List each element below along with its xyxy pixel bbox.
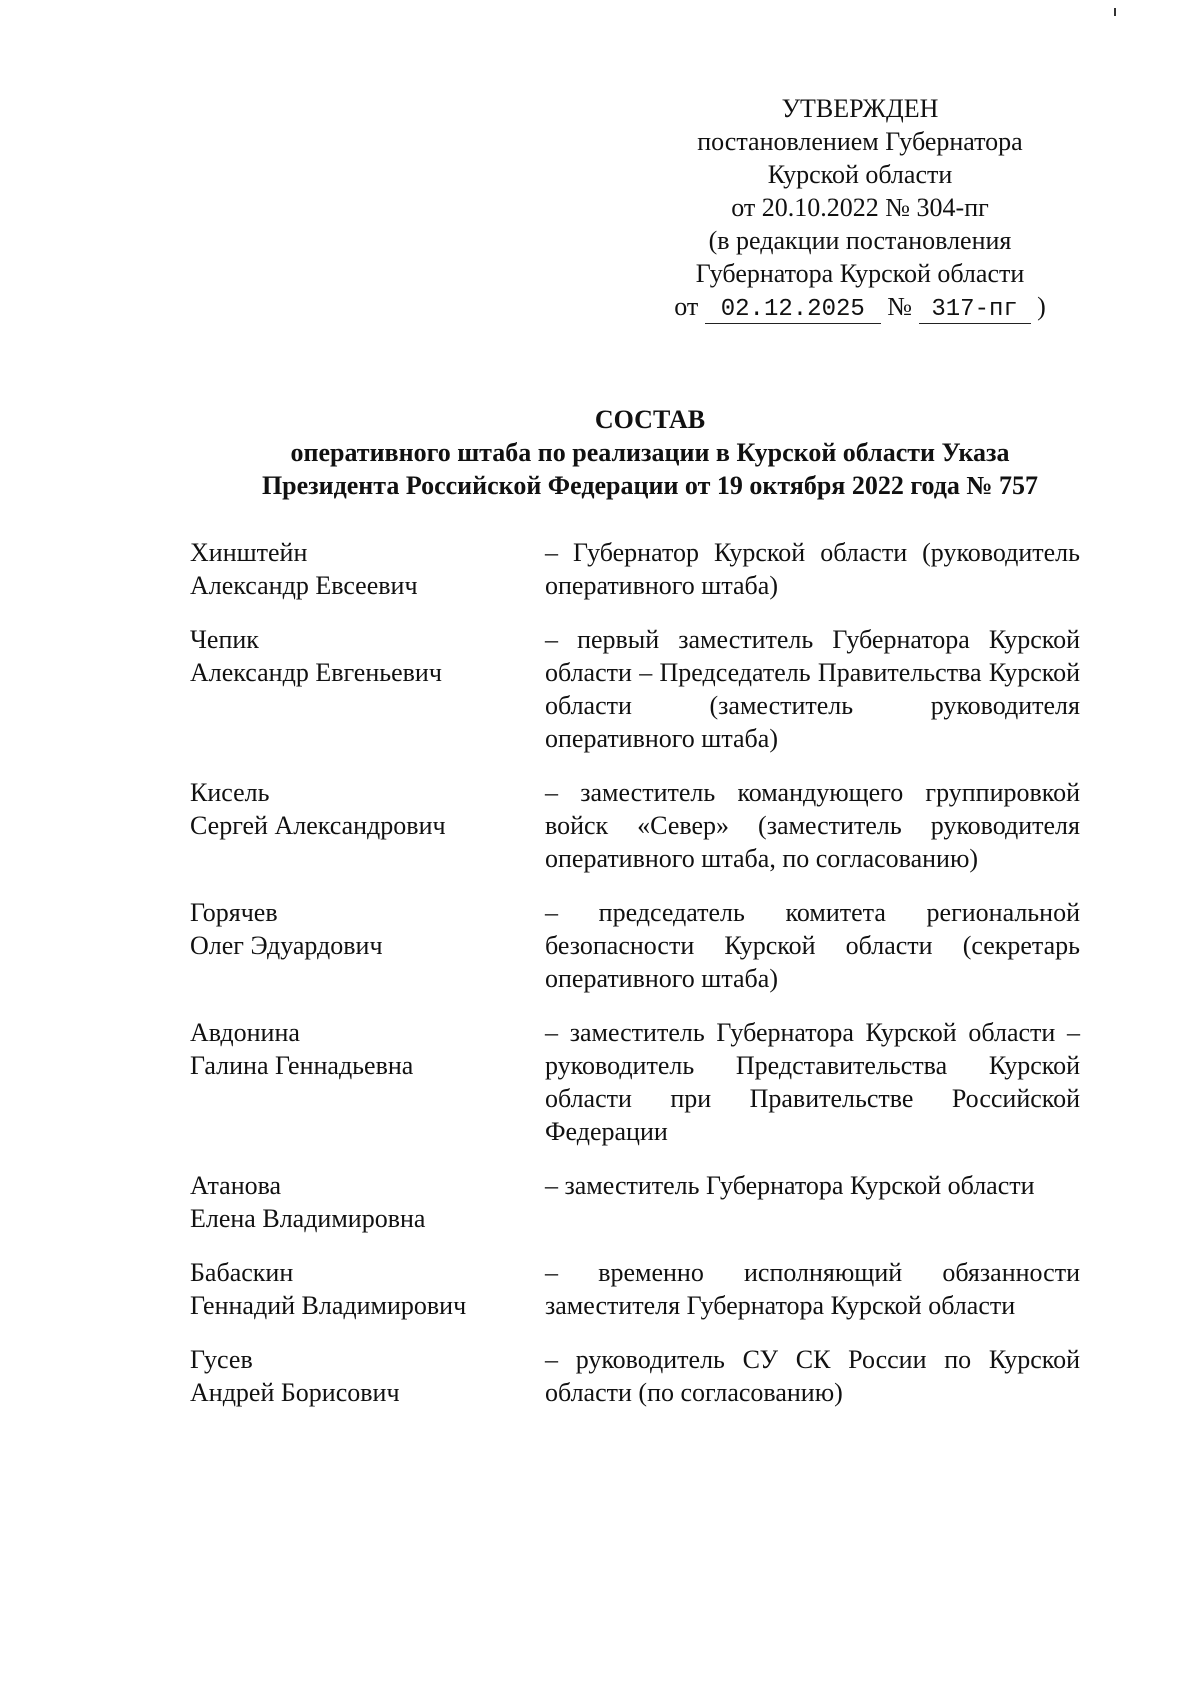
- member-surname: Авдонина: [190, 1018, 300, 1047]
- members-list: [190, 536, 1080, 1430]
- member-name: [190, 536, 545, 602]
- member-position: – руководитель СУ СК России по Курской области (по согласованию): [545, 1345, 1080, 1407]
- title-line: оперативного штаба по реализации в Курской области Указа: [290, 438, 1010, 467]
- approval-line: Курской области: [767, 160, 953, 189]
- number-label: №: [887, 292, 913, 321]
- member-given-name: Андрей Борисович: [190, 1378, 400, 1407]
- approval-line: постановлением Губернатора: [697, 127, 1023, 156]
- member-name: [190, 1169, 545, 1235]
- member-position: – первый заместитель Губернатора Курской области – Председатель Правительства Курской области (заместитель руководителя оперативного штаба): [545, 625, 1080, 753]
- revision-line: [660, 290, 1060, 324]
- member-surname: Атанова: [190, 1171, 282, 1200]
- member-position: – Губернатор Курской области (руководитель оперативного штаба): [545, 538, 1080, 600]
- approval-line: (в редакции постановления: [708, 226, 1012, 255]
- title-heading: СОСТАВ: [594, 405, 706, 434]
- member-given-name: Олег Эдуардович: [190, 931, 383, 960]
- member-row: [190, 896, 1080, 995]
- member-row: [190, 536, 1080, 602]
- approval-line: Губернатора Курской области: [695, 259, 1025, 288]
- member-given-name: Геннадий Владимирович: [190, 1291, 467, 1320]
- member-given-name: Галина Геннадьевна: [190, 1051, 414, 1080]
- member-row: [190, 1256, 1080, 1322]
- member-given-name: Сергей Александрович: [190, 811, 446, 840]
- member-surname: Гусев: [190, 1345, 253, 1374]
- document-title: [150, 403, 1150, 502]
- member-position: – заместитель командующего группировкой войск «Север» (заместитель руководителя оперативного штаба, по согласованию): [545, 778, 1080, 873]
- member-name: [190, 623, 545, 755]
- member-row: [190, 1169, 1080, 1235]
- revision-number: 317-пг: [919, 297, 1031, 324]
- member-surname: Бабаскин: [190, 1258, 294, 1287]
- member-position: – заместитель Губернатора Курской области: [545, 1171, 1035, 1200]
- member-given-name: Александр Евсеевич: [190, 571, 418, 600]
- member-position: – председатель комитета региональной безопасности Курской области (секретарь оперативного штаба): [545, 898, 1080, 993]
- member-position: – заместитель Губернатора Курской области – руководитель Представительства Курской области при Правительстве Российской Федерации: [545, 1018, 1080, 1146]
- member-name: [190, 1343, 545, 1409]
- member-surname: Хинштейн: [190, 538, 308, 567]
- member-given-name: Елена Владимировна: [190, 1204, 426, 1233]
- close-paren: ): [1037, 292, 1046, 321]
- member-row: [190, 776, 1080, 875]
- member-name: [190, 776, 545, 875]
- member-row: [190, 1016, 1080, 1148]
- member-row: [190, 1343, 1080, 1409]
- member-name: [190, 1256, 545, 1322]
- member-surname: Горячев: [190, 898, 278, 927]
- approval-block: [660, 92, 1060, 324]
- member-position: – временно исполняющий обязанности заместителя Губернатора Курской области: [545, 1258, 1080, 1320]
- scan-mark: [1114, 8, 1116, 16]
- title-line: Президента Российской Федерации от 19 октября 2022 года № 757: [261, 471, 1039, 500]
- revision-date: 02.12.2025: [705, 297, 881, 324]
- member-name: [190, 896, 545, 995]
- member-surname: Кисель: [190, 778, 270, 807]
- approval-line: от 20.10.2022 № 304-пг: [731, 193, 989, 222]
- member-name: [190, 1016, 545, 1148]
- member-surname: Чепик: [190, 625, 259, 654]
- member-row: [190, 623, 1080, 755]
- approval-heading: УТВЕРЖДЕН: [781, 94, 939, 123]
- from-label: от: [674, 292, 699, 321]
- member-given-name: Александр Евгеньевич: [190, 658, 442, 687]
